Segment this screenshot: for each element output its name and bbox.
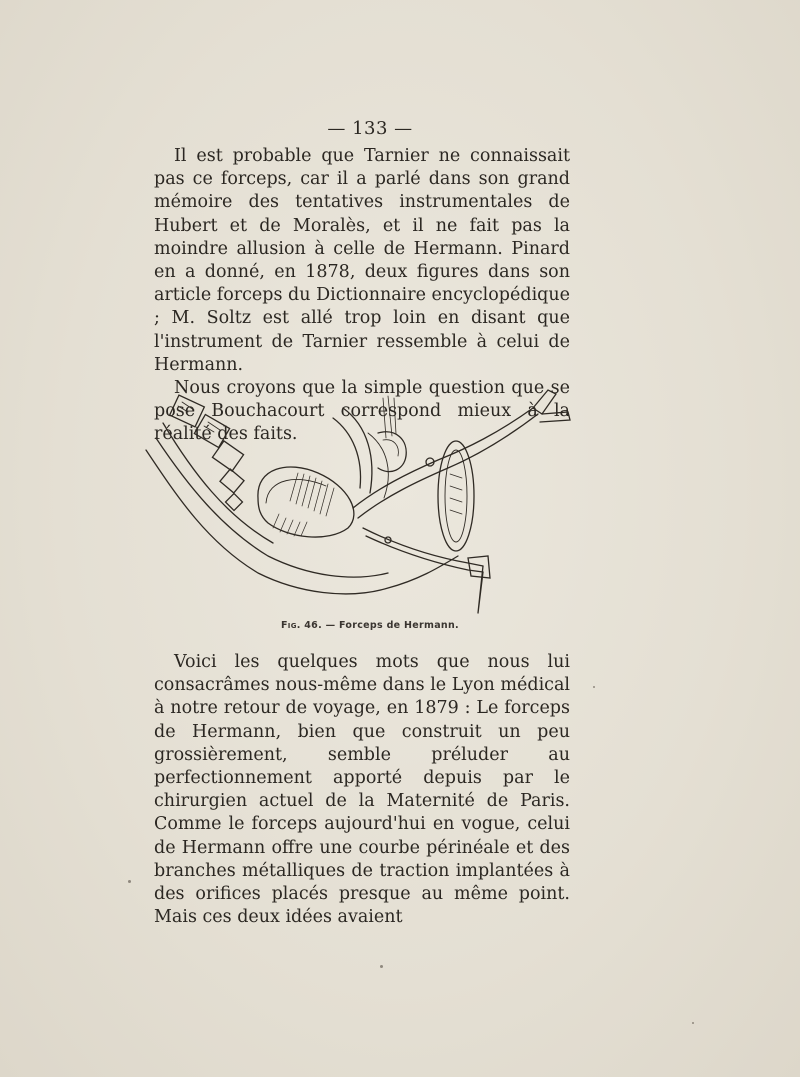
paper-speck [593, 686, 595, 688]
caption-label: Fig. 46. [281, 620, 323, 631]
figure-caption [0, 620, 740, 631]
paragraph: Nous croyons que la simple question que se pose Bouchacourt correspond mieux à la réalité des faits. [154, 378, 570, 445]
paper-speck [380, 965, 383, 968]
caption-text: — Forceps de Hermann. [325, 620, 459, 631]
forceps-illustration [138, 378, 578, 618]
paragraph: Voici les quelques mots que nous lui consacrâmes nous-même dans le Lyon médical à notre retour de voyage, en 1879 : Le forceps de Hermann, bien que construit un peu grossièrement, semble préluder au perfectionnement apporté depuis par le chirurgien actuel de la Maternité de Paris. Comme le forceps aujourd'hui en vogue, celui de Hermann offre une courbe périnéale et des branches métalliques de traction implantées à des orifices placés presque au même point. Mais ces deux idées avaient [154, 652, 570, 928]
text-block-bottom [154, 651, 570, 929]
paper-speck [692, 1022, 694, 1024]
paper-speck [128, 880, 131, 883]
page-number: — 133 — [327, 118, 413, 139]
paragraph: Il est probable que Tarnier ne connaissait pas ce forceps, car il a parlé dans son grand mémoire des tentatives instrumentales de Hubert et de Moralès, et il ne fait pas la moindre allusion à celle de Hermann. Pinard en a donné, en 1878, deux figures dans son article forceps du Dictionnaire encyclopédique ; M. Soltz est allé trop loin en disant que l'instrument de Tarnier ressemble à celui de Hermann. [154, 146, 570, 375]
